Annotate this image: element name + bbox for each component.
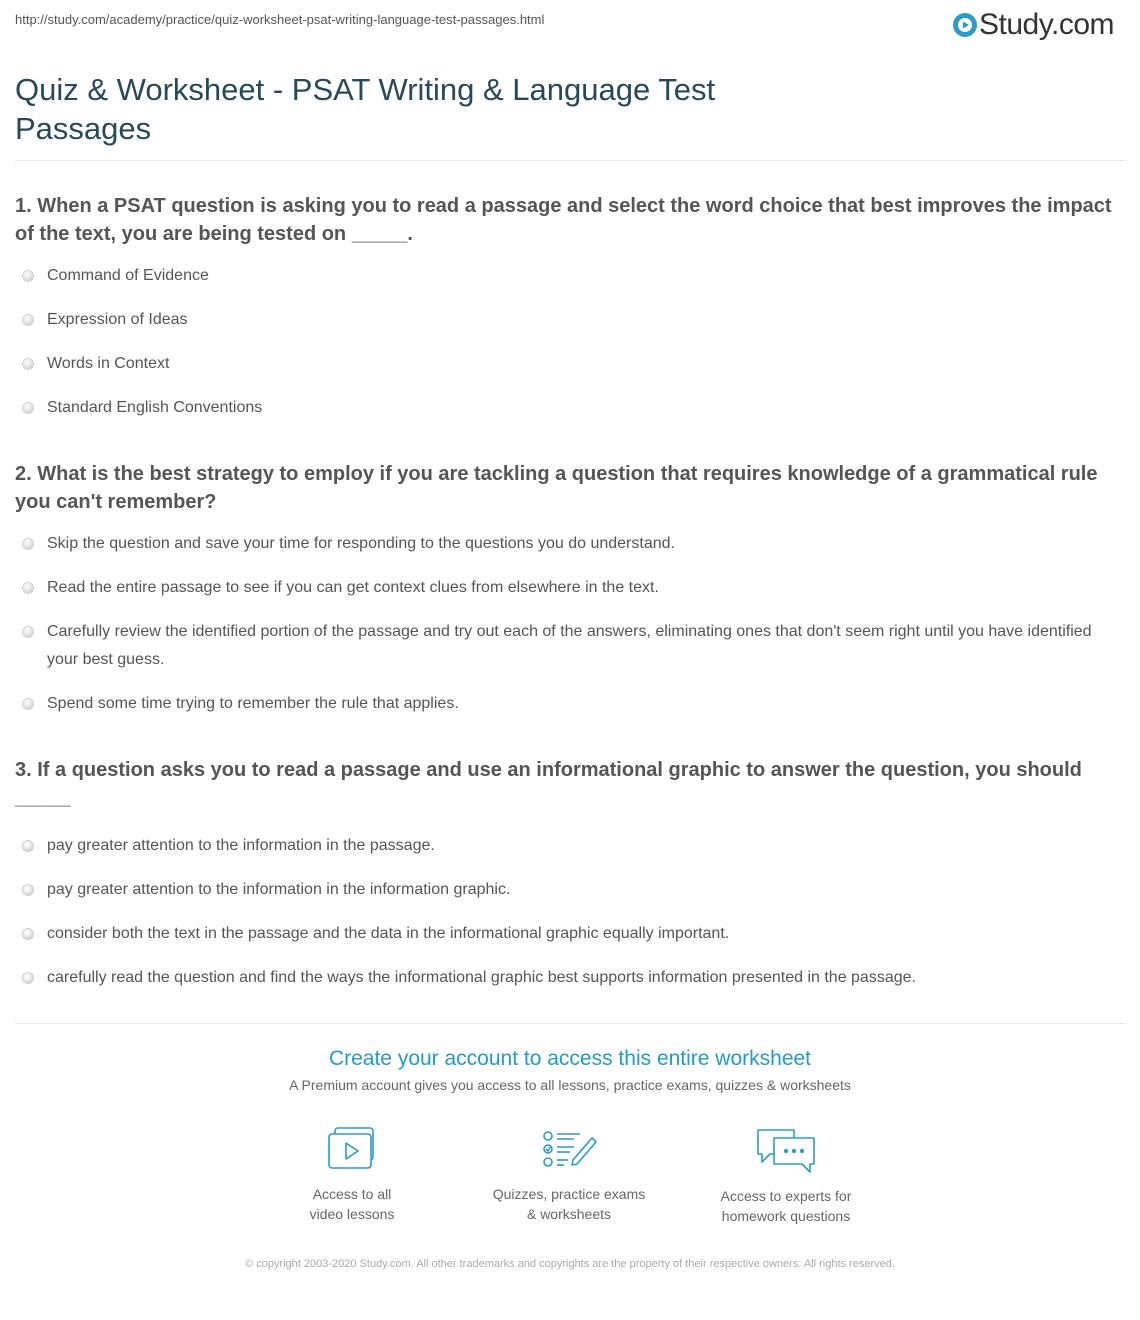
- page-title: Quiz & Worksheet - PSAT Writing & Language Test Passages: [15, 72, 716, 146]
- answer-label: carefully read the question and find the ways the informational graphic best supports information presented in the passage.: [47, 969, 916, 986]
- cta-divider: [15, 1023, 1125, 1024]
- answer-choices: [15, 530, 1120, 718]
- radio-button[interactable]: [23, 627, 33, 637]
- question-text: 2. What is the best strategy to employ if you are tackling a question that requires knowledge of a grammatical rule you can't remember?: [15, 463, 1098, 513]
- question-text: 3. If a question asks you to read a passage and use an informational graphic to answer the question, you should _____: [15, 759, 1082, 809]
- create-account-link[interactable]: Create your account to access this entire worksheet: [328, 1047, 812, 1070]
- feature-experts: [686, 1126, 886, 1226]
- feature-label: Access to all video lessons: [309, 1186, 395, 1222]
- answer-label: Command of Evidence: [47, 267, 209, 284]
- radio-button[interactable]: [23, 359, 33, 369]
- chat-bubbles-icon: [754, 1126, 818, 1174]
- play-circle-icon: [952, 12, 978, 38]
- answer-choice[interactable]: [15, 618, 1120, 674]
- answer-choice[interactable]: [15, 530, 1120, 558]
- answer-choice[interactable]: [15, 262, 1120, 290]
- cta-subtitle: A Premium account gives you access to all lessons, practice exams, quizzes & worksheets: [289, 1077, 851, 1093]
- page-url: http://study.com/academy/practice/quiz-worksheet-psat-writing-language-test-passages.html: [15, 12, 545, 27]
- radio-button[interactable]: [23, 539, 33, 549]
- radio-button[interactable]: [23, 973, 33, 983]
- answer-label: Carefully review the identified portion of the passage and try out each of the answers, eliminating ones that don't seem right until you have identified your best guess.: [47, 623, 1092, 668]
- answer-label: Read the entire passage to see if you can get context clues from elsewhere in the text.: [47, 579, 659, 596]
- radio-button[interactable]: [23, 929, 33, 939]
- video-lessons-icon: [325, 1126, 379, 1172]
- answer-label: pay greater attention to the information in the passage.: [47, 837, 435, 854]
- radio-button[interactable]: [23, 885, 33, 895]
- answer-choice[interactable]: [15, 574, 1120, 602]
- answer-choice[interactable]: [15, 690, 1120, 718]
- answer-choice[interactable]: [15, 920, 1120, 948]
- feature-quizzes: [469, 1126, 669, 1224]
- answer-choices: [15, 832, 1120, 992]
- answer-label: Expression of Ideas: [47, 311, 188, 328]
- feature-label: Access to experts for homework questions: [720, 1188, 852, 1224]
- answer-label: Spend some time trying to remember the rule that applies.: [47, 695, 459, 712]
- radio-button[interactable]: [23, 841, 33, 851]
- answer-label: Standard English Conventions: [47, 399, 263, 416]
- answer-choice[interactable]: [15, 876, 1120, 904]
- answer-label: consider both the text in the passage and the data in the informational graphic equally important.: [47, 925, 730, 942]
- answer-choices: [15, 262, 1120, 422]
- answer-label: Words in Context: [47, 355, 170, 372]
- answer-choice[interactable]: [15, 394, 1120, 422]
- radio-button[interactable]: [23, 699, 33, 709]
- feature-video-lessons: [252, 1126, 452, 1224]
- logo-text: Study.com: [979, 8, 1114, 41]
- feature-label: Quizzes, practice exams & worksheets: [492, 1186, 646, 1222]
- radio-button[interactable]: [23, 315, 33, 325]
- radio-button[interactable]: [23, 271, 33, 281]
- study-logo[interactable]: [952, 6, 1114, 44]
- copyright-notice: © copyright 2003-2020 Study.com. All other trademarks and copyrights are the property of their respective owners. All rights reserved.: [245, 1258, 895, 1270]
- quiz-checklist-icon: [540, 1126, 598, 1172]
- question-1: [15, 192, 1120, 422]
- premium-features: [0, 1126, 1140, 1236]
- answer-choice[interactable]: [15, 832, 1120, 860]
- question-text: 1. When a PSAT question is asking you to read a passage and select the word choice that best improves the impact of the text, you are being tested on _____.: [15, 195, 1112, 245]
- answer-choice[interactable]: [15, 350, 1120, 378]
- answer-choice[interactable]: [15, 306, 1120, 334]
- question-3: [15, 756, 1120, 992]
- answer-label: pay greater attention to the information in the information graphic.: [47, 881, 511, 898]
- title-divider: [15, 160, 1125, 161]
- radio-button[interactable]: [23, 403, 33, 413]
- answer-label: Skip the question and save your time for responding to the questions you do understand.: [47, 535, 675, 552]
- radio-button[interactable]: [23, 583, 33, 593]
- question-2: [15, 460, 1120, 718]
- answer-choice[interactable]: [15, 964, 1120, 992]
